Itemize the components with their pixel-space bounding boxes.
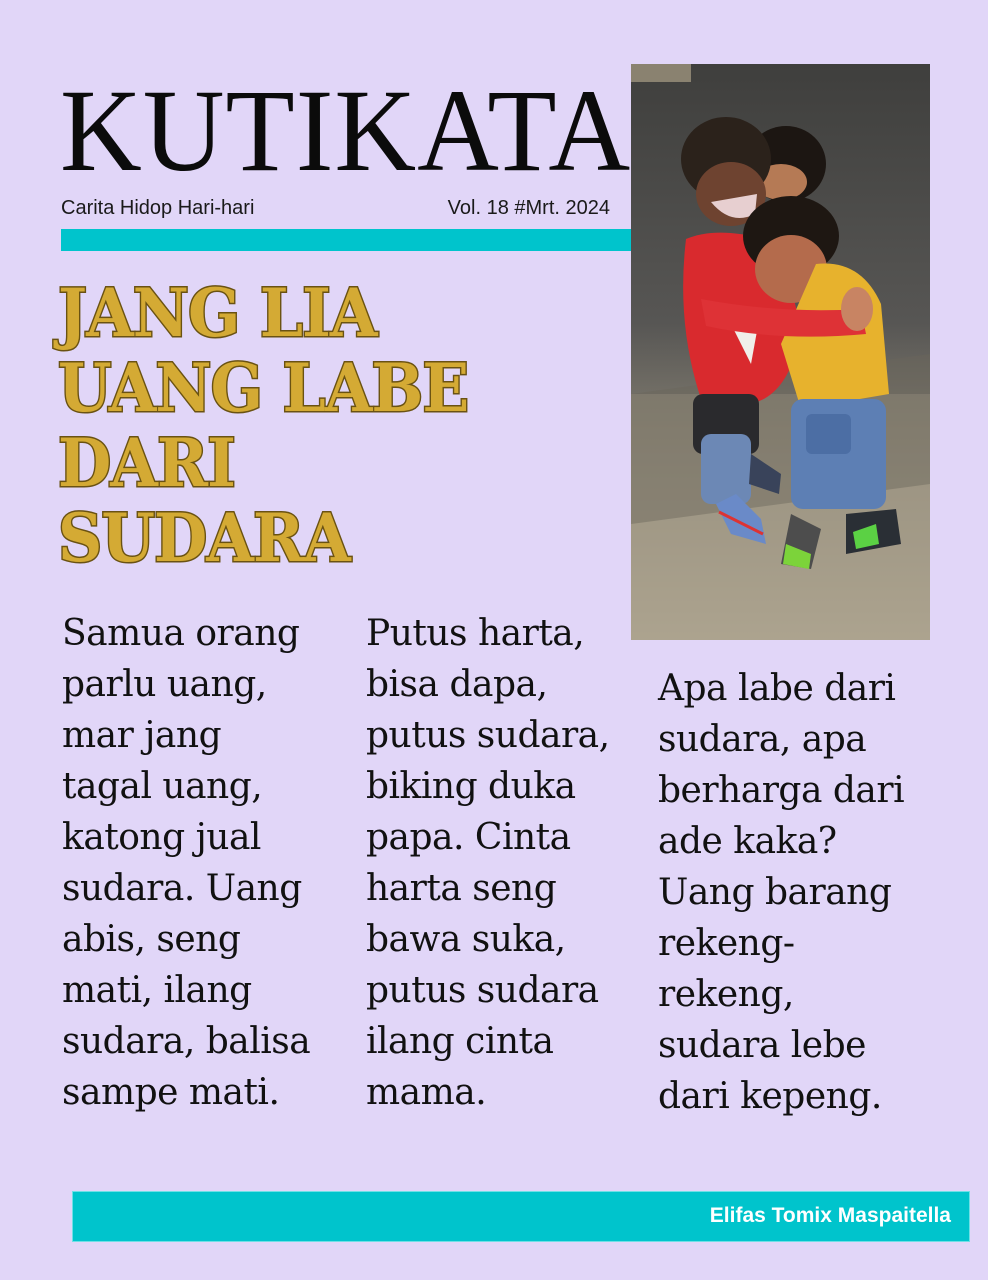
body-column-3 [658,663,904,1122]
body-line: bawa suka, [366,919,566,960]
masthead-tagline: Carita Hidop Hari-hari [61,197,255,219]
body-line: Putus harta, [366,613,585,654]
body-line: abis, seng [62,919,241,960]
body-line: mama. [366,1072,487,1113]
body-line: mati, ilang [62,970,252,1011]
body-line: Apa labe dari [658,668,896,709]
body-line: berharga dari [658,770,905,811]
masthead-divider [61,229,631,251]
body-line: sudara, apa [658,719,867,760]
cover-photo [631,64,930,640]
masthead-title: KUTIKATA [60,65,632,196]
body-line: dari kepeng. [658,1076,882,1117]
body-line: papa. Cinta [366,817,571,858]
body-line: ade kaka? [658,821,837,862]
headline [58,276,468,576]
body-line: katong jual [62,817,261,858]
body-column-1 [62,608,310,1118]
issue-label: Vol. 18 #Mrt. 2024 [447,197,610,219]
body-line: rekeng- [658,923,795,964]
body-line: sampe mati. [62,1072,280,1113]
body-line: harta seng [366,868,557,909]
body-line: parlu uang, [62,664,267,705]
body-line: tagal uang, [62,766,263,807]
body-line: rekeng, [658,974,794,1015]
author-name: Elifas Tomix Maspaitella [709,1204,951,1227]
body-line: ilang cinta [366,1021,554,1062]
body-line: mar jang [62,715,222,756]
children-hugging-image [631,64,930,640]
body-line: Uang barang [658,872,892,913]
body-line: sudara lebe [658,1025,866,1066]
headline-line: SUDARA [58,499,350,577]
body-line: sudara, balisa [62,1021,311,1062]
headline-line: UANG LABE [58,349,469,427]
body-line: putus sudara, [366,715,610,756]
body-line: biking duka [366,766,576,807]
body-line: Samua orang [62,613,300,654]
body-line: bisa dapa, [366,664,548,705]
body-line: sudara. Uang [62,868,302,909]
body-line: putus sudara [366,970,599,1011]
headline-line: DARI [58,424,235,502]
body-column-2 [366,608,610,1118]
footer-bar [73,1192,969,1241]
headline-line: JANG LIA [58,274,377,352]
